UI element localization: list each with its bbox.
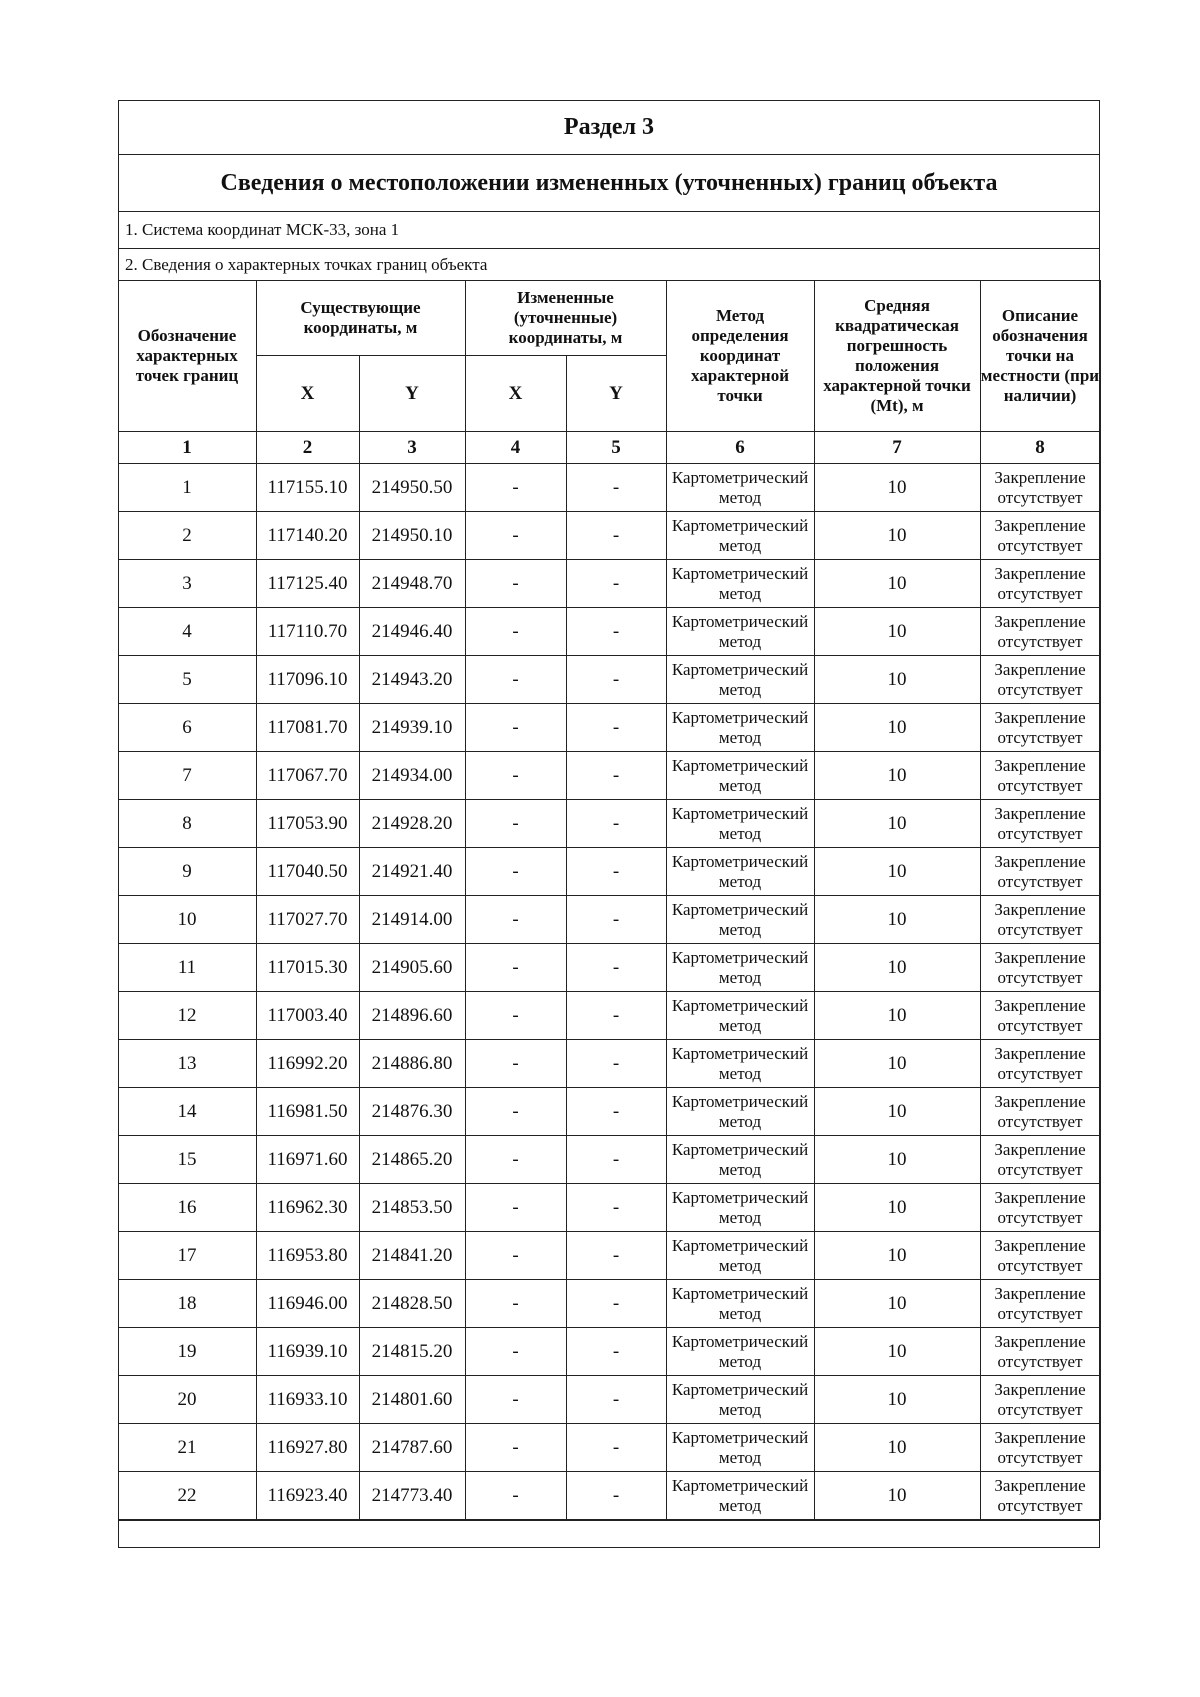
existing-x-cell: 116992.20 bbox=[256, 1040, 359, 1088]
method-cell: Картометрический метод bbox=[666, 1280, 814, 1328]
mean-error-cell: 10 bbox=[814, 656, 980, 704]
changed-y-cell: - bbox=[566, 704, 666, 752]
description-cell: Закрепление отсутствует bbox=[980, 1136, 1100, 1184]
mean-error-cell: 10 bbox=[814, 464, 980, 512]
changed-x-cell: - bbox=[465, 1328, 566, 1376]
table-row bbox=[118, 1376, 1100, 1424]
method-cell: Картометрический метод bbox=[666, 896, 814, 944]
changed-y-cell: - bbox=[566, 1424, 666, 1472]
existing-y-cell: 214905.60 bbox=[359, 944, 465, 992]
changed-x-cell: - bbox=[465, 752, 566, 800]
method-cell: Картометрический метод bbox=[666, 1184, 814, 1232]
column-number: 8 bbox=[980, 432, 1100, 464]
description-cell: Закрепление отсутствует bbox=[980, 1088, 1100, 1136]
existing-y-cell: 214865.20 bbox=[359, 1136, 465, 1184]
changed-x-cell: - bbox=[465, 1424, 566, 1472]
existing-y-cell: 214943.20 bbox=[359, 656, 465, 704]
changed-y-cell: - bbox=[566, 608, 666, 656]
description-cell: Закрепление отсутствует bbox=[980, 848, 1100, 896]
method-cell: Картометрический метод bbox=[666, 944, 814, 992]
existing-y-cell: 214853.50 bbox=[359, 1184, 465, 1232]
method-cell: Картометрический метод bbox=[666, 1040, 814, 1088]
changed-x-cell: - bbox=[465, 608, 566, 656]
changed-y-cell: - bbox=[566, 464, 666, 512]
point-number: 14 bbox=[118, 1088, 256, 1136]
description-cell: Закрепление отсутствует bbox=[980, 1184, 1100, 1232]
changed-y-cell: - bbox=[566, 752, 666, 800]
changed-y-cell: - bbox=[566, 944, 666, 992]
changed-x-cell: - bbox=[465, 1376, 566, 1424]
existing-y-cell: 214886.80 bbox=[359, 1040, 465, 1088]
description-cell: Закрепление отсутствует bbox=[980, 1232, 1100, 1280]
point-number: 8 bbox=[118, 800, 256, 848]
method-cell: Картометрический метод bbox=[666, 848, 814, 896]
method-cell: Картометрический метод bbox=[666, 1328, 814, 1376]
existing-x-cell: 116933.10 bbox=[256, 1376, 359, 1424]
changed-x-cell: - bbox=[465, 512, 566, 560]
table-row bbox=[118, 1136, 1100, 1184]
description-cell: Закрепление отсутствует bbox=[980, 1040, 1100, 1088]
mean-error-cell: 10 bbox=[814, 944, 980, 992]
table-row bbox=[118, 560, 1100, 608]
method-cell: Картометрический метод bbox=[666, 752, 814, 800]
description-cell: Закрепление отсутствует bbox=[980, 752, 1100, 800]
table-row bbox=[118, 1184, 1100, 1232]
existing-y-cell: 214921.40 bbox=[359, 848, 465, 896]
section-subtitle: Сведения о местоположении измененных (уточненных) границ объекта bbox=[119, 155, 1099, 212]
changed-y-cell: - bbox=[566, 1088, 666, 1136]
existing-y-cell: 214946.40 bbox=[359, 608, 465, 656]
existing-y-cell: 214934.00 bbox=[359, 752, 465, 800]
point-number: 21 bbox=[118, 1424, 256, 1472]
method-cell: Картометрический метод bbox=[666, 704, 814, 752]
header-method: Метод определения координат характерной точки bbox=[666, 281, 814, 432]
existing-x-cell: 117155.10 bbox=[256, 464, 359, 512]
header-designation: Обозначение характерных точек границ bbox=[118, 281, 256, 432]
changed-x-cell: - bbox=[465, 848, 566, 896]
mean-error-cell: 10 bbox=[814, 848, 980, 896]
existing-x-cell: 117125.40 bbox=[256, 560, 359, 608]
description-cell: Закрепление отсутствует bbox=[980, 464, 1100, 512]
table-row bbox=[118, 848, 1100, 896]
point-number: 3 bbox=[118, 560, 256, 608]
method-cell: Картометрический метод bbox=[666, 1088, 814, 1136]
point-number: 6 bbox=[118, 704, 256, 752]
point-number: 16 bbox=[118, 1184, 256, 1232]
mean-error-cell: 10 bbox=[814, 1472, 980, 1520]
header-changed-coordinates: Измененные (уточненные) координаты, м bbox=[465, 281, 666, 356]
mean-error-cell: 10 bbox=[814, 1184, 980, 1232]
changed-y-cell: - bbox=[566, 512, 666, 560]
table-row bbox=[118, 704, 1100, 752]
column-number: 5 bbox=[566, 432, 666, 464]
existing-x-cell: 117140.20 bbox=[256, 512, 359, 560]
existing-x-cell: 117053.90 bbox=[256, 800, 359, 848]
header-mean-error: Средняя квадратическая погрешность положения характерной точки (Mt), м bbox=[814, 281, 980, 432]
table-row bbox=[118, 944, 1100, 992]
column-number: 2 bbox=[256, 432, 359, 464]
existing-x-cell: 117067.70 bbox=[256, 752, 359, 800]
changed-x-cell: - bbox=[465, 1136, 566, 1184]
existing-y-cell: 214787.60 bbox=[359, 1424, 465, 1472]
points-heading: 2. Сведения о характерных точках границ объекта bbox=[125, 254, 488, 274]
point-number: 17 bbox=[118, 1232, 256, 1280]
existing-y-cell: 214828.50 bbox=[359, 1280, 465, 1328]
changed-x-cell: - bbox=[465, 896, 566, 944]
changed-x-cell: - bbox=[465, 1184, 566, 1232]
method-cell: Картометрический метод bbox=[666, 992, 814, 1040]
point-number: 19 bbox=[118, 1328, 256, 1376]
description-cell: Закрепление отсутствует bbox=[980, 704, 1100, 752]
table-row bbox=[118, 656, 1100, 704]
existing-x-cell: 117015.30 bbox=[256, 944, 359, 992]
method-cell: Картометрический метод bbox=[666, 1376, 814, 1424]
changed-x-cell: - bbox=[465, 1040, 566, 1088]
mean-error-cell: 10 bbox=[814, 560, 980, 608]
mean-error-cell: 10 bbox=[814, 896, 980, 944]
existing-x-cell: 117027.70 bbox=[256, 896, 359, 944]
changed-y-cell: - bbox=[566, 1472, 666, 1520]
description-cell: Закрепление отсутствует bbox=[980, 1424, 1100, 1472]
method-cell: Картометрический метод bbox=[666, 608, 814, 656]
table-row bbox=[118, 1328, 1100, 1376]
header-changed-y: Y bbox=[566, 356, 666, 432]
changed-y-cell: - bbox=[566, 848, 666, 896]
point-number: 11 bbox=[118, 944, 256, 992]
changed-x-cell: - bbox=[465, 944, 566, 992]
changed-x-cell: - bbox=[465, 656, 566, 704]
mean-error-cell: 10 bbox=[814, 1376, 980, 1424]
section-title: Раздел 3 bbox=[119, 101, 1099, 155]
changed-x-cell: - bbox=[465, 992, 566, 1040]
existing-x-cell: 116946.00 bbox=[256, 1280, 359, 1328]
table-row bbox=[118, 800, 1100, 848]
changed-y-cell: - bbox=[566, 1328, 666, 1376]
column-number: 6 bbox=[666, 432, 814, 464]
table-row bbox=[118, 1088, 1100, 1136]
existing-x-cell: 116939.10 bbox=[256, 1328, 359, 1376]
method-cell: Картометрический метод bbox=[666, 1136, 814, 1184]
table-row bbox=[118, 1232, 1100, 1280]
description-cell: Закрепление отсутствует bbox=[980, 560, 1100, 608]
mean-error-cell: 10 bbox=[814, 1232, 980, 1280]
table-row bbox=[118, 608, 1100, 656]
changed-x-cell: - bbox=[465, 1280, 566, 1328]
existing-x-cell: 116962.30 bbox=[256, 1184, 359, 1232]
mean-error-cell: 10 bbox=[814, 1040, 980, 1088]
changed-y-cell: - bbox=[566, 560, 666, 608]
table-row bbox=[118, 752, 1100, 800]
header-existing-coordinates: Существующие координаты, м bbox=[256, 281, 465, 356]
changed-y-cell: - bbox=[566, 1184, 666, 1232]
changed-x-cell: - bbox=[465, 1088, 566, 1136]
header-existing-x: X bbox=[256, 356, 359, 432]
method-cell: Картометрический метод bbox=[666, 512, 814, 560]
existing-x-cell: 116953.80 bbox=[256, 1232, 359, 1280]
description-cell: Закрепление отсутствует bbox=[980, 896, 1100, 944]
existing-x-cell: 116981.50 bbox=[256, 1088, 359, 1136]
mean-error-cell: 10 bbox=[814, 1088, 980, 1136]
existing-y-cell: 214948.70 bbox=[359, 560, 465, 608]
existing-y-cell: 214928.20 bbox=[359, 800, 465, 848]
existing-x-cell: 117003.40 bbox=[256, 992, 359, 1040]
method-cell: Картометрический метод bbox=[666, 464, 814, 512]
changed-y-cell: - bbox=[566, 896, 666, 944]
mean-error-cell: 10 bbox=[814, 1424, 980, 1472]
changed-y-cell: - bbox=[566, 1136, 666, 1184]
mean-error-cell: 10 bbox=[814, 608, 980, 656]
existing-x-cell: 117040.50 bbox=[256, 848, 359, 896]
column-number: 7 bbox=[814, 432, 980, 464]
changed-x-cell: - bbox=[465, 1232, 566, 1280]
mean-error-cell: 10 bbox=[814, 512, 980, 560]
existing-y-cell: 214841.20 bbox=[359, 1232, 465, 1280]
description-cell: Закрепление отсутствует bbox=[980, 1472, 1100, 1520]
changed-x-cell: - bbox=[465, 464, 566, 512]
point-number: 22 bbox=[118, 1472, 256, 1520]
point-number: 4 bbox=[118, 608, 256, 656]
changed-y-cell: - bbox=[566, 800, 666, 848]
document-section bbox=[118, 100, 1100, 1548]
table-row bbox=[118, 1280, 1100, 1328]
point-number: 13 bbox=[118, 1040, 256, 1088]
changed-x-cell: - bbox=[465, 800, 566, 848]
mean-error-cell: 10 bbox=[814, 800, 980, 848]
existing-x-cell: 117096.10 bbox=[256, 656, 359, 704]
column-number: 4 bbox=[465, 432, 566, 464]
existing-y-cell: 214876.30 bbox=[359, 1088, 465, 1136]
existing-y-cell: 214773.40 bbox=[359, 1472, 465, 1520]
point-number: 15 bbox=[118, 1136, 256, 1184]
description-cell: Закрепление отсутствует bbox=[980, 944, 1100, 992]
point-number: 10 bbox=[118, 896, 256, 944]
changed-y-cell: - bbox=[566, 1232, 666, 1280]
mean-error-cell: 10 bbox=[814, 992, 980, 1040]
method-cell: Картометрический метод bbox=[666, 1424, 814, 1472]
existing-x-cell: 117110.70 bbox=[256, 608, 359, 656]
point-number: 2 bbox=[118, 512, 256, 560]
mean-error-cell: 10 bbox=[814, 1328, 980, 1376]
table-row bbox=[118, 896, 1100, 944]
existing-y-cell: 214950.50 bbox=[359, 464, 465, 512]
mean-error-cell: 10 bbox=[814, 1280, 980, 1328]
mean-error-cell: 10 bbox=[814, 704, 980, 752]
existing-y-cell: 214801.60 bbox=[359, 1376, 465, 1424]
existing-x-cell: 116923.40 bbox=[256, 1472, 359, 1520]
header-changed-x: X bbox=[465, 356, 566, 432]
table-row bbox=[118, 512, 1100, 560]
header-existing-y: Y bbox=[359, 356, 465, 432]
description-cell: Закрепление отсутствует bbox=[980, 992, 1100, 1040]
point-number: 1 bbox=[118, 464, 256, 512]
table-row bbox=[118, 1472, 1100, 1520]
table-tail-row bbox=[119, 1520, 1099, 1547]
method-cell: Картометрический метод bbox=[666, 656, 814, 704]
description-cell: Закрепление отсутствует bbox=[980, 1376, 1100, 1424]
description-cell: Закрепление отсутствует bbox=[980, 608, 1100, 656]
table-row bbox=[118, 1424, 1100, 1472]
changed-x-cell: - bbox=[465, 704, 566, 752]
column-number: 1 bbox=[118, 432, 256, 464]
existing-y-cell: 214950.10 bbox=[359, 512, 465, 560]
point-number: 9 bbox=[118, 848, 256, 896]
mean-error-cell: 10 bbox=[814, 1136, 980, 1184]
changed-y-cell: - bbox=[566, 1040, 666, 1088]
point-number: 5 bbox=[118, 656, 256, 704]
changed-x-cell: - bbox=[465, 560, 566, 608]
header-description: Описание обозначения точки на местности (при наличии) bbox=[980, 281, 1100, 432]
existing-x-cell: 116927.80 bbox=[256, 1424, 359, 1472]
existing-x-cell: 116971.60 bbox=[256, 1136, 359, 1184]
changed-x-cell: - bbox=[465, 1472, 566, 1520]
boundary-points-table bbox=[118, 280, 1101, 1520]
existing-y-cell: 214914.00 bbox=[359, 896, 465, 944]
changed-y-cell: - bbox=[566, 992, 666, 1040]
point-number: 7 bbox=[118, 752, 256, 800]
existing-y-cell: 214896.60 bbox=[359, 992, 465, 1040]
method-cell: Картометрический метод bbox=[666, 1232, 814, 1280]
description-cell: Закрепление отсутствует bbox=[980, 800, 1100, 848]
table-row bbox=[118, 992, 1100, 1040]
point-number: 20 bbox=[118, 1376, 256, 1424]
column-number: 3 bbox=[359, 432, 465, 464]
table-row bbox=[118, 1040, 1100, 1088]
method-cell: Картометрический метод bbox=[666, 560, 814, 608]
existing-y-cell: 214939.10 bbox=[359, 704, 465, 752]
description-cell: Закрепление отсутствует bbox=[980, 1328, 1100, 1376]
table-body bbox=[118, 464, 1100, 1520]
method-cell: Картометрический метод bbox=[666, 1472, 814, 1520]
changed-y-cell: - bbox=[566, 656, 666, 704]
changed-y-cell: - bbox=[566, 1376, 666, 1424]
point-number: 12 bbox=[118, 992, 256, 1040]
description-cell: Закрепление отсутствует bbox=[980, 1280, 1100, 1328]
existing-x-cell: 117081.70 bbox=[256, 704, 359, 752]
description-cell: Закрепление отсутствует bbox=[980, 512, 1100, 560]
point-number: 18 bbox=[118, 1280, 256, 1328]
column-number-row bbox=[118, 432, 1100, 464]
mean-error-cell: 10 bbox=[814, 752, 980, 800]
method-cell: Картометрический метод bbox=[666, 800, 814, 848]
changed-y-cell: - bbox=[566, 1280, 666, 1328]
description-cell: Закрепление отсутствует bbox=[980, 656, 1100, 704]
existing-y-cell: 214815.20 bbox=[359, 1328, 465, 1376]
table-row bbox=[118, 464, 1100, 512]
coordinate-system: 1. Система координат МСК-33, зона 1 bbox=[119, 212, 1099, 249]
